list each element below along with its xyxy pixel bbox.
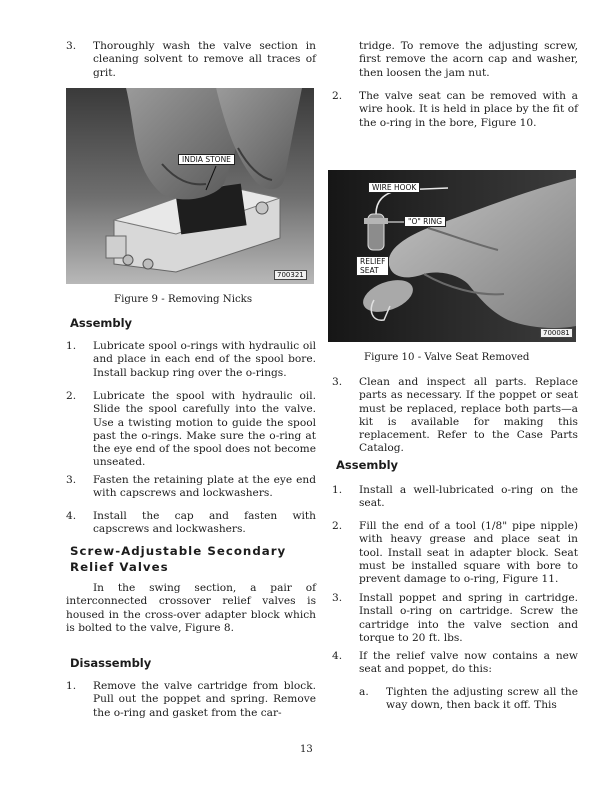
item-text: Install the cap and fasten with capscrews and lockwashers. bbox=[93, 510, 316, 536]
item-number: 4. bbox=[66, 510, 77, 522]
wire-hook-label: WIRE HOOK bbox=[368, 182, 420, 193]
figure-9-photo bbox=[66, 88, 314, 284]
item-text: Thoroughly wash the valve section in cleaning solvent to remove all traces of grit. bbox=[93, 40, 316, 79]
item-text: Fasten the retaining plate at the eye end with capscrews and lockwashers. bbox=[93, 474, 316, 500]
assembly-heading: Assembly bbox=[336, 458, 399, 472]
assembly-heading: Assembly bbox=[70, 316, 133, 330]
list-item bbox=[66, 40, 316, 80]
list-item bbox=[332, 90, 578, 130]
item-number: 3. bbox=[66, 474, 77, 486]
figure-9-caption: Figure 9 - Removing Nicks bbox=[114, 294, 253, 305]
item-number: 3. bbox=[332, 376, 343, 388]
item-text: Lubricate spool o-rings with hydraulic oil and place in each end of the spool bore. Install backup ring over the o-rings. bbox=[93, 340, 316, 379]
item-text: Lubricate the spool with hydraulic oil. Slide the spool carefully into the valve. Use a twisting motion to guide the spool past the o-rings. Make sure the o-ring at the eye end of the spool does not become unseated. bbox=[93, 390, 316, 469]
continuation-text: tridge. To remove the adjusting screw, first remove the acorn cap and washer, then loosen the jam nut. bbox=[359, 40, 578, 79]
section-paragraph: In the swing section, a pair of interconnected crossover relief valves is housed in the cross-over adapter block which is bolted to the valve, Figure 8. bbox=[66, 582, 316, 634]
page-number: 13 bbox=[300, 744, 313, 755]
sub-list-item bbox=[359, 686, 578, 713]
item-number: 1. bbox=[332, 484, 343, 496]
removing-nicks-illustration bbox=[66, 88, 314, 284]
item-number: 4. bbox=[332, 650, 343, 662]
item-number: 2. bbox=[66, 390, 77, 402]
item-text: Tighten the adjusting screw all the way down, then back it off. This bbox=[386, 686, 578, 712]
item-text: Remove the valve cartridge from block. Pull out the poppet and spring. Remove the o-ring and gasket from the car- bbox=[93, 680, 316, 719]
item-number: 2. bbox=[332, 520, 343, 532]
photo-id: 700081 bbox=[540, 328, 573, 338]
item-number: 2. bbox=[332, 90, 343, 102]
o-ring-label: "O" RING bbox=[404, 216, 446, 227]
relief-seat-label bbox=[356, 256, 389, 276]
disassembly-heading: Disassembly bbox=[70, 656, 152, 670]
list-item bbox=[66, 474, 316, 501]
item-text: Fill the end of a tool (1/8" pipe nipple) with heavy grease and place seat in tool. Install seat in adapter block. Seat must be installed square with bore to prevent damage to o-ring, Figure 11. bbox=[359, 520, 578, 586]
list-item bbox=[332, 484, 578, 511]
item-number: 3. bbox=[332, 592, 343, 604]
photo-id: 700321 bbox=[274, 270, 307, 280]
item-text: If the relief valve now contains a new seat and poppet, do this: bbox=[359, 650, 578, 676]
item-number: a. bbox=[359, 686, 369, 698]
relief-seat-label-line2: SEAT bbox=[360, 266, 379, 275]
list-item bbox=[66, 340, 316, 380]
relief-seat-label-line1: RELIEF bbox=[360, 257, 386, 266]
section-heading: Screw-Adjustable Secondary Relief Valves bbox=[70, 544, 287, 574]
list-item bbox=[332, 520, 578, 586]
item-text: Install a well-lubricated o-ring on the seat. bbox=[359, 484, 578, 510]
item-number: 1. bbox=[66, 680, 77, 692]
list-item bbox=[66, 510, 316, 537]
item-text: Clean and inspect all parts. Replace parts as necessary. If the poppet or seat must be replaced, replace both parts—a kit is available for making this replacement. Refer to the Case Parts Catalog. bbox=[359, 376, 578, 455]
list-item bbox=[66, 390, 316, 470]
item-number: 1. bbox=[66, 340, 77, 352]
list-item bbox=[332, 592, 578, 645]
list-item bbox=[332, 650, 578, 677]
figure-10-photo bbox=[328, 170, 576, 342]
figure-10-caption: Figure 10 - Valve Seat Removed bbox=[364, 352, 530, 363]
list-item bbox=[332, 376, 578, 456]
item-text: The valve seat can be removed with a wire hook. It is held in place by the fit of the o-ring in the bore, Figure 10. bbox=[359, 90, 578, 129]
list-item bbox=[66, 680, 316, 720]
india-stone-label: INDIA STONE bbox=[178, 154, 235, 165]
item-number: 3. bbox=[66, 40, 77, 52]
item-text: Install poppet and spring in cartridge. Install o-ring on cartridge. Screw the cartridge into the valve section and torque to 20 ft. lbs. bbox=[359, 592, 578, 644]
